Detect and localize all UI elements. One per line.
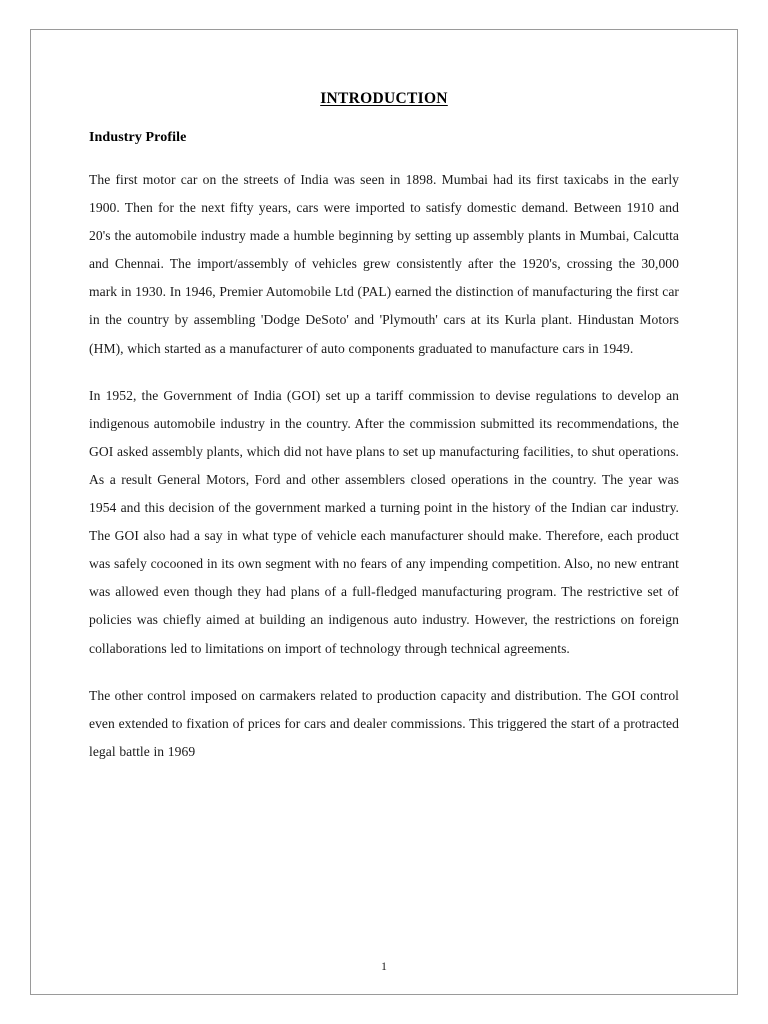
document-page <box>30 29 738 995</box>
page-number-footer: 1 <box>381 961 387 973</box>
page-content-area <box>89 30 679 994</box>
section-heading-industry-profile: Industry Profile <box>89 130 187 145</box>
body-paragraph: The other control imposed on carmakers related to production capacity and distribution. The GOI control even extended to fixation of prices for cars and dealer commissions. This triggered the start of a protracted legal battle in 1969 <box>89 687 679 759</box>
page-title: INTRODUCTION <box>320 90 448 107</box>
body-paragraph: The first motor car on the streets of India was seen in 1898. Mumbai had its first taxicabs in the early 1900. Then for the next fifty years, cars were imported to satisfy domestic demand. Between 1910 and 20's the automobile industry made a humble beginning by setting up assembly plants in Mumbai, Calcutta and Chennai. The import/assembly of vehicles grew consistently after the 1920's, crossing the 30,000 mark in 1930. In 1946, Premier Automobile Ltd (PAL) earned the distinction of manufacturing the first car in the country by assembling 'Dodge DeSoto' and 'Plymouth' cars at its Kurla plant. Hindustan Motors (HM), which started as a manufacturer of auto components graduated to manufacture cars in 1949. <box>89 172 679 356</box>
body-paragraph: In 1952, the Government of India (GOI) set up a tariff commission to devise regulations to develop an indigenous automobile industry in the country. After the commission submitted its recommendations, the GOI asked assembly plants, which did not have plans to set up manufacturing facilities, to shut operations. As a result General Motors, Ford and other assemblers closed operations in the country. The year was 1954 and this decision of the government marked a turning point in the history of the Indian car industry. The GOI also had a say in what type of vehicle each manufacturer should make. Therefore, each product was safely cocooned in its own segment with no fears of any impending competition. Also, no new entrant was allowed even though they had plans of a full-fledged manufacturing program. The restrictive set of policies was chiefly aimed at building an indigenous auto industry. However, the restrictions on foreign collaborations led to limitations on import of technology through technical agreements. <box>89 387 679 656</box>
